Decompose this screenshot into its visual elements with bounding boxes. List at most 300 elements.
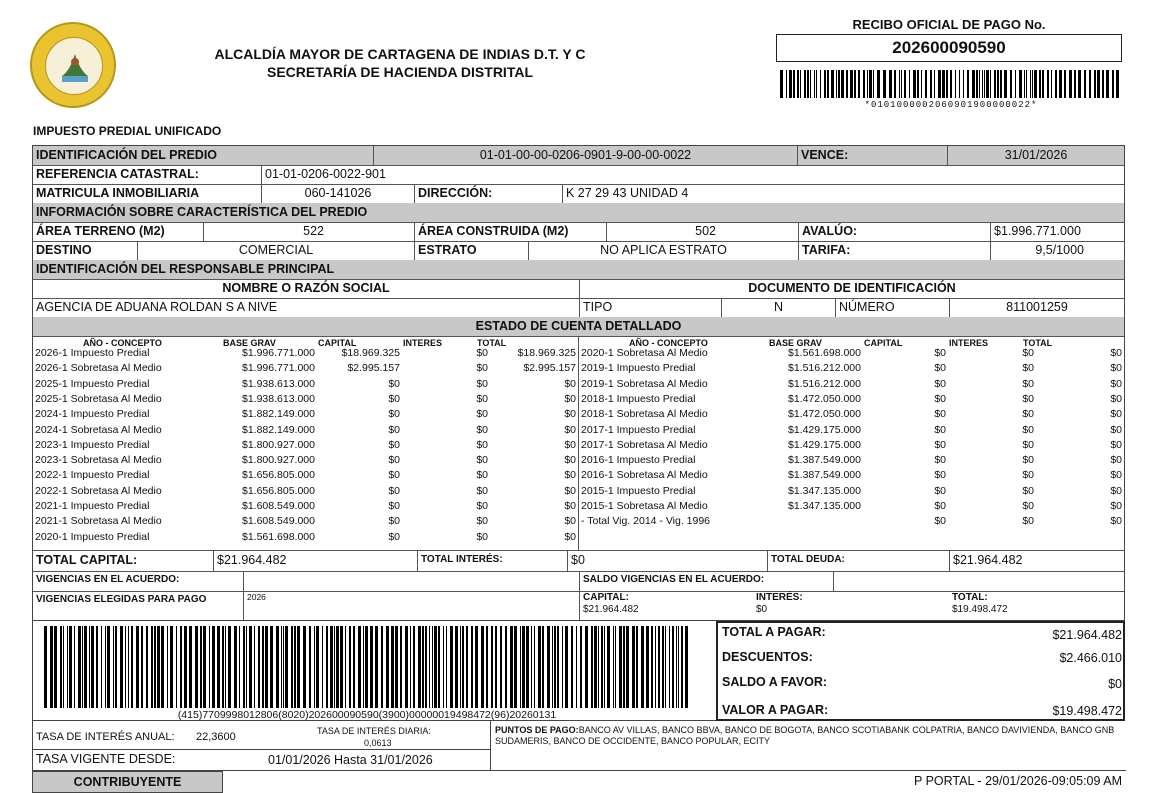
destino-label: DESTINO: [36, 243, 92, 257]
barcode-bar: [510, 626, 513, 708]
barcode-bar: [281, 626, 282, 708]
barcode-bar: [1084, 70, 1086, 98]
estado-header-left-1: BASE GRAV: [223, 338, 276, 348]
barcode-bar: [917, 70, 919, 98]
estado-cell-left-12-0: 2020-1 Impuesto Predial: [35, 530, 150, 543]
saldo-favor-label: SALDO A FAVOR:: [722, 675, 828, 689]
barcode-bar: [125, 626, 126, 708]
barcode-bar: [619, 626, 622, 708]
estado-cell-left-3-0: 2025-1 Sobretasa Al Medio: [35, 392, 162, 405]
caracteristicas-title: INFORMACIÓN SOBRE CARACTERÍSTICA DEL PREDIO: [36, 205, 368, 219]
barcode-bar: [276, 626, 279, 708]
barcode-bar: [613, 626, 614, 708]
section-title: IMPUESTO PREDIAL UNIFICADO: [33, 124, 222, 138]
barcode-bar: [294, 626, 296, 708]
barcode-bar: [438, 626, 440, 708]
barcode-bar: [481, 626, 484, 708]
estado-cell-left-8-1: $1.656.805.000: [242, 469, 315, 482]
barcode-bar: [997, 70, 999, 98]
barcode-bar: [955, 70, 956, 98]
barcode-bar: [655, 626, 656, 708]
estado-cell-right-3-3: $0: [1022, 392, 1034, 405]
puntos-pago-label: PUNTOS DE PAGO:: [495, 725, 579, 735]
estado-cell-right-7-3: $0: [1022, 454, 1034, 467]
total-interes-value: $0: [567, 550, 767, 571]
barcode-bar: [270, 626, 273, 708]
estado-cell-left-5-1: $1.882.149.000: [242, 423, 315, 436]
barcode-bar: [591, 626, 593, 708]
barcode-bar: [1019, 70, 1022, 98]
estado-cell-right-10-2: $0: [934, 500, 946, 512]
barcode-bar: [146, 626, 148, 708]
estado-cell-left-1-2: $2.995.157: [347, 362, 400, 375]
barcode-bar: [623, 626, 625, 708]
barcode-bar: [883, 70, 886, 98]
estado-cell-left-2-0: 2025-1 Impuesto Predial: [35, 377, 150, 390]
barcode-bar: [209, 626, 210, 708]
vigencias-elegidas-value: 2026: [243, 591, 579, 620]
estado-cell-left-6-3: $0: [476, 438, 488, 451]
estado-cell-left-3-1: $1.938.613.000: [242, 392, 315, 405]
barcode-bar: [547, 626, 550, 708]
barcode-bar: [901, 70, 902, 98]
tasa-vigente-cell: [33, 750, 491, 771]
estado-cell-right-7-2: $0: [934, 454, 946, 467]
estado-cell-right-9-3: $0: [1022, 484, 1034, 497]
vence-label: VENCE:: [797, 146, 947, 165]
estado-cell-left-6-2: $0: [388, 438, 400, 451]
barcode-bar: [676, 626, 677, 708]
barcode-bar: [375, 626, 378, 708]
estado-cell-right-6-0: 2017-1 Sobretasa Al Medio: [581, 438, 708, 451]
barcode-bar: [531, 626, 532, 708]
barcode-bar: [340, 626, 343, 708]
barcode-bar: [1078, 70, 1081, 98]
estado-cell-right-1-2: $0: [934, 362, 946, 375]
barcode-bar: [234, 626, 237, 708]
barcode-bar: [615, 626, 616, 708]
barcode-bar: [176, 626, 177, 708]
estado-cell-left-9-4: $0: [564, 484, 576, 497]
barcode-bar: [804, 70, 806, 98]
barcode-bar: [200, 626, 202, 708]
estado-cell-right-5-3: $0: [1022, 423, 1034, 436]
valor-pagar-label: VALOR A PAGAR:: [722, 703, 829, 717]
barcode-bar: [1116, 70, 1119, 98]
barcode-bar: [678, 626, 679, 708]
barcode-bar: [84, 626, 87, 708]
barcode-bar: [285, 626, 288, 708]
barcode-bar: [1097, 70, 1100, 98]
barcode-bar: [128, 626, 129, 708]
estado-cell-right-4-2: $0: [934, 408, 946, 421]
barcode-bar: [626, 626, 629, 708]
estado-cell-right-2-1: $1.516.212.000: [788, 377, 861, 390]
barcode-bar: [265, 626, 268, 708]
estado-cell-right-0-3: $0: [1022, 347, 1034, 359]
barcode-bar: [105, 626, 106, 708]
estado-cell-right-6-1: $1.429.175.000: [788, 438, 861, 451]
descuentos-label: DESCUENTOS:: [722, 650, 813, 664]
barcode-bar: [349, 626, 351, 708]
estado-cell-left-5-0: 2024-1 Sobretasa Al Medio: [35, 423, 162, 436]
barcode-bar: [195, 626, 198, 708]
barcode-bar: [538, 626, 541, 708]
estado-cell-right-4-0: 2018-1 Sobretasa Al Medio: [581, 408, 708, 421]
estado-cell-left-4-4: $0: [564, 408, 576, 421]
responsable-header: [33, 260, 1124, 280]
barcode-bar: [598, 626, 599, 708]
estrato-label: ESTRATO: [414, 241, 528, 260]
tipo-label: TIPO: [579, 298, 721, 317]
saldo-favor-value: $0: [1108, 677, 1122, 691]
area-terreno-label: ÁREA TERRENO (M2): [36, 224, 165, 238]
barcode-bar: [938, 70, 941, 98]
barcode-bar: [963, 70, 964, 98]
estado-cell-left-9-3: $0: [476, 484, 488, 497]
reference-barcode: [780, 70, 1122, 98]
estado-cell-right-11-0: - Total Vig. 2014 - Vig. 1996: [581, 515, 711, 528]
barcode-bar: [157, 626, 160, 708]
barcode-bar: [672, 626, 674, 708]
barcode-bar: [466, 626, 468, 708]
total-capital-value: $21.964.482: [213, 550, 417, 571]
estado-cell-left-12-4: $0: [564, 530, 576, 543]
estrato-value: NO APLICA ESTRATO: [528, 241, 798, 260]
nombre-header: NOMBRE O RAZÓN SOCIAL: [222, 281, 390, 295]
barcode-bar: [681, 626, 683, 708]
tasa-diaria-value: 0,0613: [364, 738, 392, 748]
barcode-bar: [925, 70, 927, 98]
barcode-bar: [115, 626, 117, 708]
barcode-bar: [50, 626, 53, 708]
barcode-bar: [212, 626, 215, 708]
barcode-bar: [658, 626, 660, 708]
barcode-bar: [1047, 70, 1049, 98]
barcode-bar: [899, 70, 900, 98]
estado-cell-right-8-2: $0: [934, 469, 946, 482]
tasa-diaria-label: TASA DE INTERÉS DIARIA:: [317, 726, 431, 736]
estado-cell-left-6-0: 2023-1 Impuesto Predial: [35, 438, 150, 451]
estado-header-right-2: CAPITAL: [864, 338, 903, 348]
barcode-bar: [91, 626, 94, 708]
barcode-bar: [113, 626, 114, 708]
barcode-bar: [800, 70, 801, 98]
barcode-bar: [863, 70, 865, 98]
valor-pagar-value: $19.498.472: [1052, 704, 1122, 718]
totales-pago-box: [716, 621, 1125, 721]
barcode-bar: [316, 626, 319, 708]
barcode-bar: [585, 626, 588, 708]
barcode-bar: [984, 70, 985, 98]
barcode-bar: [979, 70, 980, 98]
barcode-bar: [909, 70, 910, 98]
barcode-bar: [867, 70, 868, 98]
tarifa-label: TARIFA:: [798, 241, 990, 260]
barcode-bar: [358, 626, 361, 708]
header-title-line1: ALCALDÍA MAYOR DE CARTAGENA DE INDIAS D.T. Y C: [214, 46, 586, 62]
acuerdo-interes-label: INTERÉS:: [756, 592, 803, 603]
total-pagar-row: [722, 625, 1122, 642]
estado-cell-left-10-4: $0: [564, 500, 576, 512]
barcode-bar: [443, 626, 444, 708]
payment-barcode: [44, 626, 690, 708]
barcode-bar: [228, 626, 231, 708]
estado-cell-left-8-2: $0: [388, 469, 400, 482]
barcode-bar: [814, 70, 815, 98]
estado-cell-left-4-1: $1.882.149.000: [242, 408, 315, 421]
barcode-bar: [557, 626, 559, 708]
barcode-bar: [641, 626, 644, 708]
barcode-bar: [889, 70, 892, 98]
barcode-bar: [986, 70, 989, 98]
barcode-bar: [96, 626, 98, 708]
barcode-bar: [632, 626, 635, 708]
referencia-label: REFERENCIA CATASTRAL:: [36, 167, 199, 181]
estado-detalle: [33, 336, 1124, 551]
barcode-bar: [685, 626, 688, 708]
estado-cell-left-0-2: $18.969.325: [341, 347, 400, 359]
total-deuda-value: $21.964.482: [949, 550, 1124, 571]
barcode-bar: [972, 70, 975, 98]
referencia-value: 01-01-0206-0022-901: [261, 165, 401, 184]
tasa-vigente-value: 01/01/2026 Hasta 31/01/2026: [268, 753, 433, 767]
vigencias-acuerdo-value: [243, 571, 579, 591]
estado-cell-right-0-4: $0: [1110, 347, 1122, 359]
predio-id-row: [33, 146, 1124, 166]
barcode-bar: [514, 626, 517, 708]
estado-cell-left-1-1: $1.996.771.000: [242, 362, 315, 375]
barcode-bar: [89, 626, 90, 708]
estado-cell-left-6-4: $0: [564, 438, 576, 451]
predio-grid: [32, 145, 1125, 621]
estado-cell-right-7-1: $1.387.549.000: [788, 454, 861, 467]
barcode-bar: [854, 70, 856, 98]
total-pagar-value: $21.964.482: [1052, 628, 1122, 642]
estado-cell-right-6-4: $0: [1110, 438, 1122, 451]
barcode-bar: [120, 626, 123, 708]
barcode-bar: [542, 626, 544, 708]
acuerdo-interes: [753, 591, 949, 620]
estado-cell-right-7-0: 2016-1 Impuesto Predial: [581, 454, 696, 467]
barcode-bar: [491, 626, 493, 708]
barcode-bar: [580, 626, 582, 708]
estado-cell-left-5-4: $0: [564, 423, 576, 436]
barcode-bar: [838, 70, 840, 98]
estado-cell-right-10-0: 2015-1 Sobretasa Al Medio: [581, 500, 708, 512]
matricula-label: MATRICULA INMOBILIARIA: [36, 186, 200, 200]
estado-cell-right-10-3: $0: [1022, 500, 1034, 512]
estado-cell-left-7-2: $0: [388, 454, 400, 467]
barcode-bar: [141, 626, 143, 708]
direccion-label: DIRECCIÓN:: [414, 184, 562, 203]
barcode-bar: [239, 626, 240, 708]
barcode-bar: [824, 70, 826, 98]
estado-cell-right-0-1: $1.561.698.000: [788, 347, 861, 359]
documento-header: DOCUMENTO DE IDENTIFICACIÓN: [579, 279, 1124, 298]
vigencias-acuerdo-label: VIGENCIAS EN EL ACUERDO:: [36, 574, 180, 585]
numero-value: 811001259: [949, 298, 1124, 317]
estado-cell-left-4-3: $0: [476, 408, 488, 421]
estado-cell-left-3-4: $0: [564, 392, 576, 405]
barcode-bar: [1059, 70, 1062, 98]
barcode-bar: [913, 70, 916, 98]
barcode-bar: [994, 70, 996, 98]
estado-cell-right-4-1: $1.472.050.000: [788, 408, 861, 421]
barcode-bar: [418, 626, 421, 708]
barcode-bar: [990, 70, 991, 98]
estado-cell-right-2-0: 2019-1 Sobretasa Al Medio: [581, 377, 708, 390]
responsable-subheader: [33, 279, 1124, 299]
barcode-bar: [850, 70, 853, 98]
destino-row: [33, 241, 1124, 261]
barcode-bar: [1026, 70, 1027, 98]
estado-cell-left-4-0: 2024-1 Impuesto Predial: [35, 408, 150, 421]
barcode-bar: [665, 626, 666, 708]
tarifa-value: 9,5/1000: [990, 241, 1124, 260]
estado-header-right-1: BASE GRAV: [769, 338, 822, 348]
barcode-bar: [894, 70, 896, 98]
barcode-bar: [243, 626, 245, 708]
estado-header-right-3: INTERES: [949, 338, 989, 348]
barcode-bar: [1015, 70, 1016, 98]
estado-cell-right-3-0: 2018-1 Impuesto Predial: [581, 392, 696, 405]
estado-cell-left-12-3: $0: [476, 530, 488, 543]
barcode-bar: [820, 70, 821, 98]
estado-cell-right-5-2: $0: [934, 423, 946, 436]
barcode-bar: [291, 626, 293, 708]
estado-cell-left-1-3: $0: [476, 362, 488, 375]
estado-cell-right-5-0: 2017-1 Impuesto Predial: [581, 423, 696, 436]
tasas-area: [32, 721, 1125, 771]
barcode-bar: [810, 70, 811, 98]
barcode-bar: [1089, 70, 1091, 98]
barcode-bar: [225, 626, 226, 708]
barcode-bar: [460, 626, 461, 708]
estado-cell-right-8-1: $1.387.549.000: [788, 469, 861, 482]
barcode-bar: [297, 626, 300, 708]
estado-cell-right-7-4: $0: [1110, 454, 1122, 467]
barcode-bar: [797, 70, 799, 98]
estado-cell-left-0-3: $0: [476, 347, 488, 359]
barcode-bar: [552, 626, 553, 708]
barcode-bar: [363, 626, 364, 708]
barcode-bar: [646, 626, 649, 708]
barcode-bar: [946, 70, 948, 98]
saldo-favor-row: [722, 675, 1122, 689]
barcode-bar: [877, 70, 880, 98]
estado-cell-right-10-1: $1.347.135.000: [788, 500, 861, 512]
estado-cell-left-8-3: $0: [476, 469, 488, 482]
barcode-bar: [930, 70, 932, 98]
estado-header-right-0: AÑO - CONCEPTO: [629, 338, 708, 348]
estado-cell-right-11-4: $0: [1110, 515, 1122, 528]
barcode-bar: [450, 626, 453, 708]
estado-cell-left-10-1: $1.608.549.000: [242, 500, 315, 512]
barcode-bar: [180, 626, 182, 708]
barcode-bar: [500, 626, 502, 708]
barcode-bar: [959, 70, 960, 98]
estado-cell-right-1-3: $0: [1022, 362, 1034, 375]
puntos-pago-cell: [491, 721, 1126, 771]
barcode-bar: [425, 626, 427, 708]
barcode-bar: [841, 70, 844, 98]
barcode-bar: [1004, 70, 1007, 98]
barcode-bar: [283, 626, 284, 708]
estado-cell-left-4-2: $0: [388, 408, 400, 421]
estado-cell-left-2-1: $1.938.613.000: [242, 377, 315, 390]
barcode-bar: [571, 626, 573, 708]
barcode-bar: [309, 626, 311, 708]
estado-header: [33, 317, 1124, 337]
barcode-bar: [60, 626, 62, 708]
estado-cell-right-2-4: $0: [1110, 377, 1122, 390]
estado-cell-left-0-1: $1.996.771.000: [242, 347, 315, 359]
barcode-bar: [1024, 70, 1025, 98]
area-construida-label: ÁREA CONSTRUIDA (M2): [414, 222, 606, 241]
estado-cell-right-9-2: $0: [934, 484, 946, 497]
estado-cell-left-10-0: 2021-1 Impuesto Predial: [35, 500, 150, 512]
barcode-bar: [486, 626, 488, 708]
barcode-bar: [74, 626, 75, 708]
saldo-acuerdo-value: [833, 571, 1124, 591]
barcode-bar: [410, 626, 411, 708]
barcode-bar: [326, 626, 328, 708]
barcode-bar: [607, 626, 610, 708]
barcode-bar: [1069, 70, 1072, 98]
barcode-bar: [413, 626, 415, 708]
barcode-bar: [827, 70, 829, 98]
barcode-bar: [353, 626, 355, 708]
estado-cell-right-3-2: $0: [934, 392, 946, 405]
estado-cell-left-1-0: 2026-1 Sobretasa Al Medio: [35, 362, 162, 375]
barcode-bar: [345, 626, 346, 708]
tasa-anual-label: TASA DE INTERÉS ANUAL:: [36, 731, 175, 743]
acuerdo-total-value: $19.498.472: [952, 604, 1008, 615]
area-terreno-value: 522: [203, 222, 414, 241]
estado-cell-left-8-4: $0: [564, 469, 576, 482]
estado-cell-left-5-2: $0: [388, 423, 400, 436]
estado-cell-right-9-0: 2015-1 Impuesto Predial: [581, 484, 696, 497]
barcode-bar: [462, 626, 464, 708]
city-seal-logo: [30, 22, 116, 108]
barcode-bar: [921, 70, 922, 98]
estado-cell-left-6-1: $1.800.927.000: [242, 438, 315, 451]
recibo-label: RECIBO OFICIAL DE PAGO No.: [852, 17, 1046, 32]
estado-cell-left-3-3: $0: [476, 392, 488, 405]
barcode-bar: [101, 626, 102, 708]
barcode-bar: [505, 626, 507, 708]
barcode-bar: [904, 70, 906, 98]
estado-cell-right-8-4: $0: [1110, 469, 1122, 482]
barcode-bar: [381, 626, 383, 708]
barcode-bar: [370, 626, 373, 708]
estado-header-left-3: INTERES: [403, 338, 443, 348]
barcode-bar: [1030, 70, 1031, 98]
estado-cell-right-3-4: $0: [1110, 392, 1122, 405]
barcode-bar: [576, 626, 577, 708]
estado-cell-left-5-3: $0: [476, 423, 488, 436]
barcode-bar: [562, 626, 563, 708]
contribuyente-tab: CONTRIBUYENTE: [32, 771, 223, 793]
total-deuda-label: TOTAL DEUDA:: [767, 550, 949, 571]
total-capital-label: TOTAL CAPITAL:: [36, 553, 138, 567]
estado-cell-left-11-0: 2021-1 Sobretasa Al Medio: [35, 515, 162, 528]
barcode-bar: [330, 626, 333, 708]
barcode-bar: [934, 70, 935, 98]
barcode-bar: [391, 626, 394, 708]
barcode-bar: [446, 626, 447, 708]
